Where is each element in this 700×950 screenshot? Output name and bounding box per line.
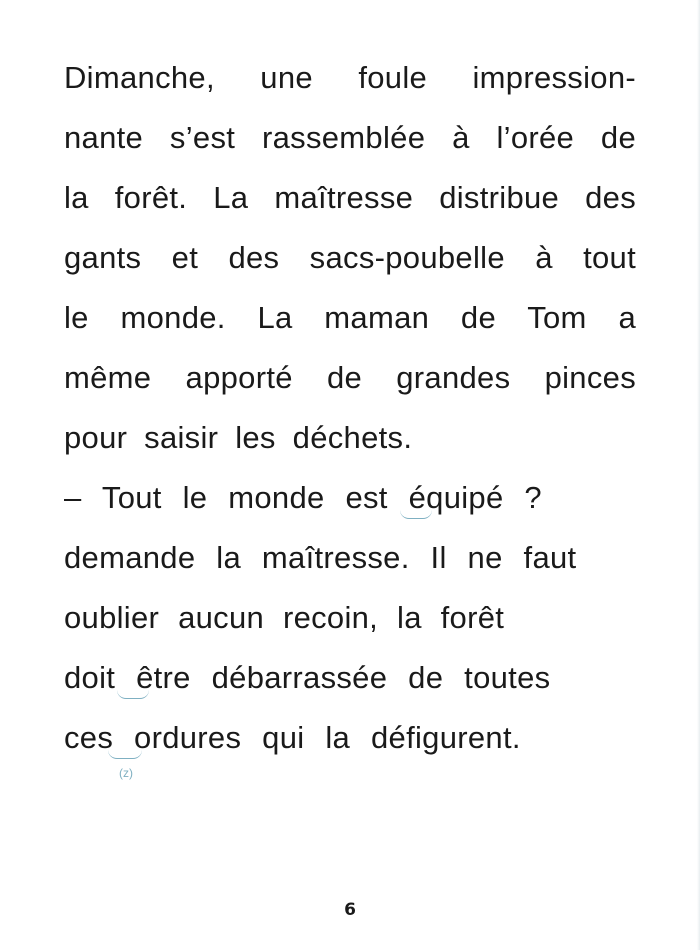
text-line-8: – Tout le monde est équipé ? — [64, 480, 542, 515]
text-line-4: gants et des sacs-poubelle à tout — [64, 240, 636, 275]
text-line-6: même apporté de grandes pinces — [64, 360, 636, 395]
text-line-11: doit être débarrassée de toutes — [64, 660, 551, 695]
text-line-9: demande la maîtresse. Il ne faut — [64, 540, 577, 575]
text-line-12: ces ordures qui la défigurent. — [64, 720, 521, 755]
text-line-10: oublier aucun recoin, la forêt — [64, 600, 505, 635]
text-line-1: Dimanche, une foule impression- — [64, 60, 636, 95]
text-line-5: le monde. La maman de Tom a — [64, 300, 636, 335]
liaison-sound-label: (z) — [119, 766, 133, 780]
text-line-2: nante s’est rassemblée à l’orée de — [64, 120, 636, 155]
liaison-arc — [108, 750, 142, 759]
liaison-arc — [400, 510, 432, 519]
text-line-7: pour saisir les déchets. — [64, 420, 413, 455]
text-line-3: la forêt. La maîtresse distribue des — [64, 180, 636, 215]
page-number: 6 — [344, 900, 356, 920]
liaison-arc — [117, 690, 149, 699]
